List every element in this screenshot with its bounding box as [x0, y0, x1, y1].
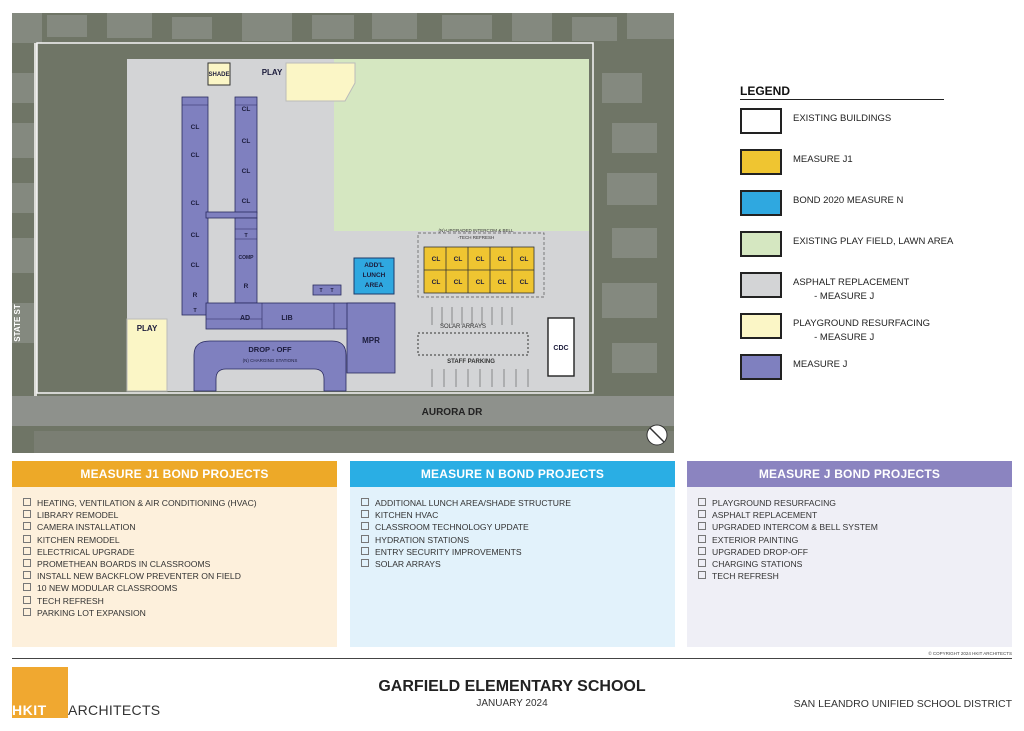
- label-t: T: [244, 233, 248, 239]
- checkbox-icon: [698, 498, 706, 506]
- label-cl: CL: [241, 168, 251, 175]
- checkbox-icon: [361, 547, 369, 555]
- item-text: CHARGING STATIONS: [712, 559, 803, 570]
- list-item: [698, 570, 1012, 582]
- label-staff-parking: STAFF PARKING: [447, 359, 495, 365]
- list-item: [23, 534, 337, 546]
- site-plan-drawing: [12, 13, 674, 453]
- legend-item-measure-j: [740, 354, 1000, 384]
- checkbox-icon: [698, 535, 706, 543]
- label-cl: CL: [190, 262, 200, 269]
- label-area: AREA: [364, 282, 384, 289]
- building-restroom: [313, 285, 341, 295]
- list-item: [23, 546, 337, 558]
- label-cl: CL: [519, 279, 529, 286]
- checkbox-icon: [23, 498, 31, 506]
- list-item: [698, 509, 1012, 521]
- label-mpr: MPR: [362, 336, 380, 345]
- checkbox-icon: [361, 510, 369, 518]
- legend-item-measure-j1: [740, 149, 1000, 179]
- label-cl: CL: [190, 152, 200, 159]
- checkbox-icon: [698, 571, 706, 579]
- item-text: CLASSROOM TECHNOLOGY UPDATE: [375, 522, 529, 533]
- label-play-top: PLAY: [261, 68, 283, 77]
- list-item: [698, 546, 1012, 558]
- checkbox-icon: [361, 498, 369, 506]
- label-cl: CL: [241, 106, 251, 113]
- checkbox-icon: [23, 510, 31, 518]
- list-item: [698, 497, 1012, 509]
- legend-label: ASPHALT REPLACEMENT - MEASURE J: [793, 277, 910, 302]
- legend-label: MEASURE J1: [793, 154, 853, 165]
- legend-swatch: [740, 313, 782, 339]
- legend-label: EXISTING BUILDINGS: [793, 113, 892, 124]
- checkbox-icon: [23, 547, 31, 555]
- legend-swatch: [740, 149, 782, 175]
- item-text: UPGRADED DROP-OFF: [712, 546, 808, 557]
- panel-header: MEASURE J BOND PROJECTS: [687, 461, 1012, 487]
- checkbox-icon: [698, 522, 706, 530]
- item-text: KITCHEN REMODEL: [37, 534, 120, 545]
- item-text: ASPHALT REPLACEMENT: [712, 510, 818, 521]
- label-tech-refresh: -TECH REFRESH: [457, 235, 495, 240]
- list-item: [361, 546, 675, 558]
- list-item: [23, 570, 337, 582]
- checkbox-icon: [23, 571, 31, 579]
- label-cl: CL: [497, 279, 507, 286]
- item-text: CAMERA INSTALLATION: [37, 522, 136, 533]
- panel-header: MEASURE J1 BOND PROJECTS: [12, 461, 337, 487]
- label-r: R: [192, 292, 198, 299]
- plan-date: JANUARY 2024: [476, 698, 548, 709]
- item-text: TECH REFRESH: [712, 571, 779, 582]
- panel-measure-j: [687, 461, 1012, 647]
- item-text: PARKING LOT EXPANSION: [37, 607, 146, 618]
- play-area-top: [286, 63, 355, 101]
- legend: [740, 84, 960, 370]
- label-t: T: [193, 308, 197, 314]
- legend-swatch: [740, 190, 782, 216]
- item-text: INSTALL NEW BACKFLOW PREVENTER ON FIELD: [37, 571, 241, 582]
- list-item: [23, 582, 337, 594]
- list-item: [23, 521, 337, 533]
- building-connector: [206, 212, 257, 218]
- item-text: HYDRATION STATIONS: [375, 534, 470, 545]
- label-lunch: LUNCH: [362, 272, 386, 279]
- legend-item-asphalt: [740, 272, 1000, 302]
- label-cl: CL: [519, 256, 529, 263]
- street-aurora-dr: AURORA DR: [421, 407, 483, 418]
- legend-swatch: [740, 272, 782, 298]
- item-text: PROMETHEAN BOARDS IN CLASSROOMS: [37, 559, 211, 570]
- label-charging: (N) CHARGING STATIONS: [242, 358, 298, 363]
- legend-label: MEASURE J: [793, 359, 848, 370]
- list-item: [698, 534, 1012, 546]
- project-list: [687, 487, 1012, 582]
- building-north-wing: [235, 97, 257, 213]
- label-cl: CL: [475, 279, 485, 286]
- item-text: EXTERIOR PAINTING: [712, 534, 799, 545]
- checkbox-icon: [23, 522, 31, 530]
- item-text: LIBRARY REMODEL: [37, 510, 119, 521]
- label-addl: ADD'L: [364, 262, 384, 269]
- checkbox-icon: [698, 547, 706, 555]
- checkbox-icon: [23, 535, 31, 543]
- item-text: UPGRADED INTERCOM & BELL SYSTEM: [712, 522, 878, 533]
- list-item: [23, 497, 337, 509]
- item-text: KITCHEN HVAC: [375, 510, 439, 521]
- label-cl: CL: [190, 200, 200, 207]
- legend-item-play-field: [740, 231, 1000, 261]
- logo-architects: ARCHITECTS: [68, 702, 161, 718]
- play-field: [334, 59, 589, 231]
- list-item: [361, 509, 675, 521]
- logo-hkit: HKIT: [12, 702, 47, 718]
- list-item: [23, 595, 337, 607]
- panel-measure-n: [350, 461, 675, 647]
- label-t: T: [319, 288, 323, 294]
- checkbox-icon: [23, 583, 31, 591]
- checkbox-icon: [23, 559, 31, 567]
- legend-swatch: [740, 108, 782, 134]
- label-cl: CL: [241, 138, 251, 145]
- label-cl: CL: [190, 232, 200, 239]
- checkbox-icon: [698, 559, 706, 567]
- street-state-st: STATE ST: [13, 304, 22, 342]
- item-text: ENTRY SECURITY IMPROVEMENTS: [375, 546, 522, 557]
- label-comp: COMP: [238, 255, 254, 261]
- checkbox-icon: [361, 535, 369, 543]
- label-lib: LIB: [281, 315, 293, 322]
- legend-swatch: [740, 231, 782, 257]
- copyright: © COPYRIGHT 2024 HKIT ARCHITECTS: [928, 651, 1012, 656]
- checkbox-icon: [361, 522, 369, 530]
- label-cl: CL: [475, 256, 485, 263]
- legend-item-existing-buildings: [740, 108, 1000, 138]
- list-item: [361, 558, 675, 570]
- school-title: GARFIELD ELEMENTARY SCHOOL: [378, 678, 646, 695]
- project-list: [12, 487, 337, 619]
- label-shade: SHADE: [208, 72, 230, 78]
- item-text: 10 NEW MODULAR CLASSROOMS: [37, 583, 178, 594]
- district-name: SAN LEANDRO UNIFIED SCHOOL DISTRICT: [793, 698, 1012, 710]
- project-list: [350, 487, 675, 570]
- list-item: [23, 509, 337, 521]
- checkbox-icon: [698, 510, 706, 518]
- panel-measure-j1: [12, 461, 337, 647]
- label-cl: CL: [497, 256, 507, 263]
- list-item: [698, 558, 1012, 570]
- label-play-left: PLAY: [136, 324, 158, 333]
- label-cl: CL: [431, 256, 441, 263]
- label-ad: AD: [239, 315, 251, 322]
- site-plan: [12, 13, 674, 453]
- list-item: [698, 521, 1012, 533]
- panel-header: MEASURE N BOND PROJECTS: [350, 461, 675, 487]
- item-text: SOLAR ARRAYS: [375, 559, 441, 570]
- footer-divider: [12, 658, 1012, 659]
- list-item: [361, 534, 675, 546]
- legend-title: LEGEND: [740, 84, 944, 100]
- label-cl: CL: [453, 279, 463, 286]
- checkbox-icon: [23, 608, 31, 616]
- item-text: HEATING, VENTILATION & AIR CONDITIONING (HVAC): [37, 498, 257, 508]
- label-cl: CL: [431, 279, 441, 286]
- legend-swatch: [740, 354, 782, 380]
- checkbox-icon: [361, 559, 369, 567]
- label-t: T: [330, 288, 334, 294]
- label-cl: CL: [241, 198, 251, 205]
- label-r: R: [243, 283, 249, 290]
- item-text: TECH REFRESH: [37, 595, 104, 606]
- label-intercom: (N)-UPGRADED INTERCOM & BELL: [438, 228, 514, 233]
- item-text: ELECTRICAL UPGRADE: [37, 546, 135, 557]
- legend-label: EXISTING PLAY FIELD, LAWN AREA: [793, 236, 954, 247]
- checkbox-icon: [23, 596, 31, 604]
- list-item: [361, 497, 675, 509]
- label-cl: CL: [453, 256, 463, 263]
- item-text: PLAYGROUND RESURFACING: [712, 498, 836, 508]
- list-item: [361, 521, 675, 533]
- label-dropoff: DROP - OFF: [248, 345, 292, 354]
- legend-item-playground: [740, 313, 1000, 343]
- list-item: [23, 558, 337, 570]
- label-solar: SOLAR ARRAYS: [440, 324, 486, 330]
- item-text: ADDITIONAL LUNCH AREA/SHADE STRUCTURE: [375, 498, 571, 508]
- label-cdc: CDC: [553, 345, 569, 352]
- label-cl: CL: [190, 124, 200, 131]
- list-item: [23, 607, 337, 619]
- legend-label: PLAYGROUND RESURFACING - MEASURE J: [793, 318, 931, 343]
- legend-label: BOND 2020 MEASURE N: [793, 195, 904, 206]
- legend-item-measure-n: [740, 190, 1000, 220]
